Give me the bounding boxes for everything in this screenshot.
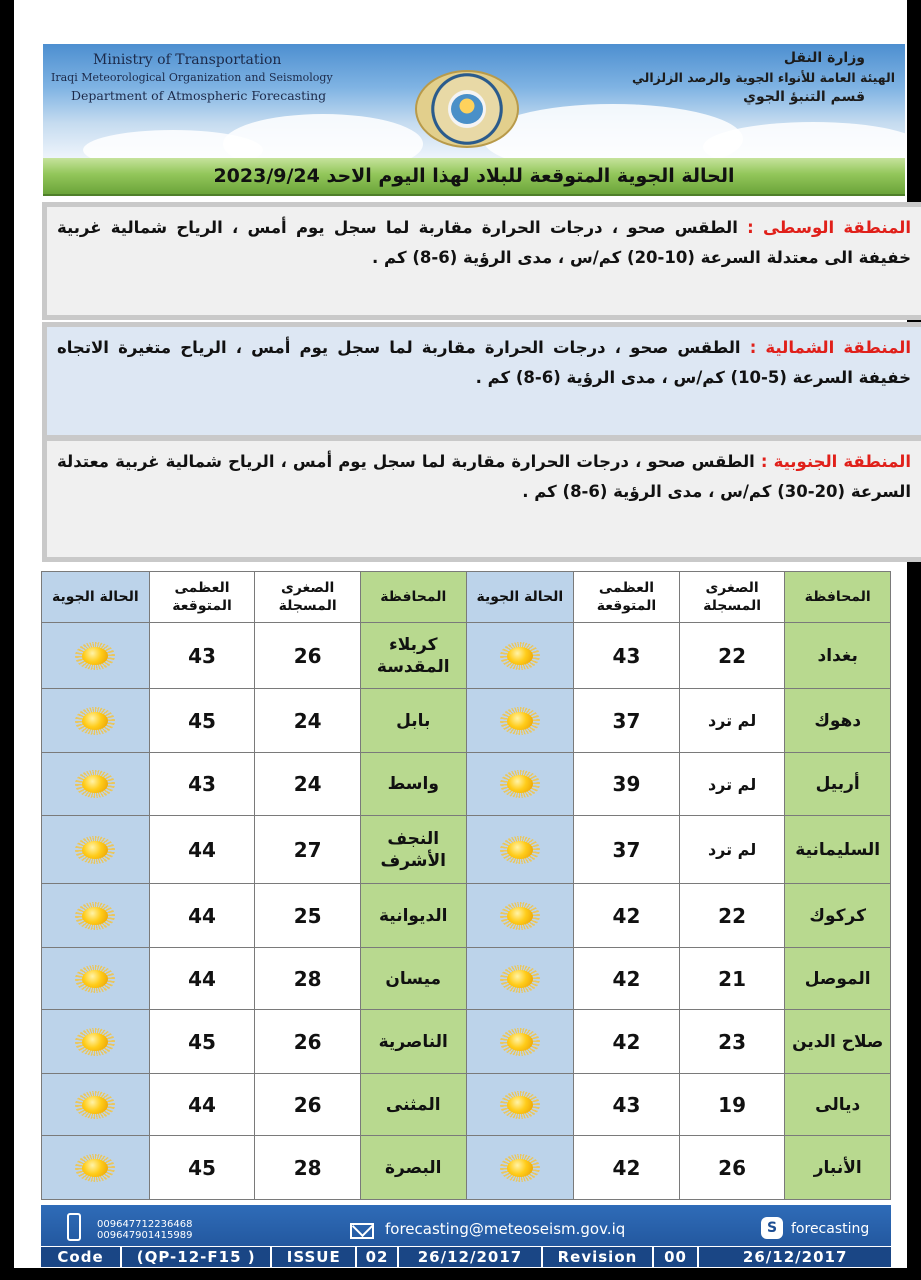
table-row (42, 884, 891, 948)
weather-state-cell (466, 753, 574, 816)
governorate-cell: كركوك (785, 884, 891, 948)
code-cell: (QP-12-F15 ) (122, 1247, 272, 1267)
governorate-cell: كربلاء المقدسة (360, 623, 466, 689)
sun-icon (75, 1091, 115, 1119)
region-text: الطقس صحو ، درجات الحرارة مقاربة لما سجل يوم أمس ، الرياح شمالية غربية معتدلة السرعة (20-30) كم/س ، مدى الرؤية (6-8) كم . (57, 452, 911, 501)
header-max: العظمى المتوقعة (149, 572, 255, 623)
sun-icon (75, 642, 115, 670)
max-temp-cell: 39 (574, 753, 680, 816)
header-min: الصغرى المسجلة (255, 572, 361, 623)
min-temp-cell: 28 (255, 1136, 361, 1200)
header-max: العظمى المتوقعة (574, 572, 680, 623)
sun-icon (75, 770, 115, 798)
ar-org: الهيئة العامة للأنواء الجوية والرصد الزلزالي (632, 70, 895, 85)
en-ministry: Ministry of Transportation (93, 52, 282, 68)
en-dept: Department of Atmospheric Forecasting (71, 88, 327, 103)
min-temp-cell: 25 (255, 884, 361, 948)
table-row (42, 689, 891, 753)
table-row (42, 1010, 891, 1074)
weather-state-cell (466, 1136, 574, 1200)
phone-1: 009647712236468 (97, 1219, 193, 1230)
max-temp-cell: 42 (574, 1010, 680, 1074)
min-temp-cell: 21 (679, 948, 785, 1010)
code-cell: 26/12/2017 (399, 1247, 543, 1267)
max-temp-cell: 44 (149, 884, 255, 948)
governorate-cell: أربيل (785, 753, 891, 816)
governorate-cell: دهوك (785, 689, 891, 753)
document-code-strip (41, 1246, 891, 1267)
code-cell: ISSUE (272, 1247, 357, 1267)
sun-icon (500, 836, 540, 864)
ar-ministry: وزارة النقل (783, 50, 865, 66)
governorate-cell: الناصرية (360, 1010, 466, 1074)
phone-icon (67, 1213, 81, 1241)
phone-2: 009647901415989 (97, 1230, 193, 1241)
weather-state-cell (42, 689, 150, 753)
weather-state-cell (466, 1010, 574, 1074)
min-temp-cell: لم ترد (679, 753, 785, 816)
region-name: المنطقة الجنوبية (773, 452, 911, 471)
header-state: الحالة الجوية (466, 572, 574, 623)
min-temp-cell: 27 (255, 816, 361, 884)
sun-icon (75, 707, 115, 735)
governorate-cell: بغداد (785, 623, 891, 689)
region-north: المنطقة الشمالية : الطقس صحو ، درجات الحرارة مقاربة لما سجل يوم أمس ، الرياح متغيرة الاتجاه خفيفة السرعة (5-10) كم/س ، مدى الرؤية (6-8) كم . (42, 322, 921, 440)
table-row (42, 948, 891, 1010)
weather-state-cell (466, 884, 574, 948)
table-header-row (42, 572, 891, 623)
min-temp-cell: 22 (679, 623, 785, 689)
weather-state-cell (42, 1010, 150, 1074)
min-temp-cell: 26 (255, 623, 361, 689)
max-temp-cell: 45 (149, 689, 255, 753)
email-link[interactable]: forecasting@meteoseism.gov.iq (385, 1220, 626, 1238)
region-text: الطقس صحو ، درجات الحرارة مقاربة لما سجل يوم أمس ، الرياح متغيرة الاتجاه خفيفة السرعة (5-10) كم/س ، مدى الرؤية (6-8) كم . (57, 338, 911, 387)
table-row (42, 753, 891, 816)
bulletin-page (14, 0, 911, 1268)
governorate-cell: واسط (360, 753, 466, 816)
ar-dept: قسم التنبؤ الجوي (743, 89, 865, 105)
max-temp-cell: 42 (574, 884, 680, 948)
max-temp-cell: 43 (149, 753, 255, 816)
footer (41, 1205, 891, 1267)
weather-state-cell (42, 948, 150, 1010)
governorate-cell: ديالى (785, 1074, 891, 1136)
sun-icon (500, 707, 540, 735)
min-temp-cell: لم ترد (679, 816, 785, 884)
code-cell: 26/12/2017 (742, 1248, 848, 1266)
min-temp-cell: 26 (679, 1136, 785, 1200)
min-temp-cell: 23 (679, 1010, 785, 1074)
max-temp-cell: 43 (149, 623, 255, 689)
skype-label[interactable]: forecasting (791, 1221, 870, 1237)
weather-state-cell (42, 1136, 150, 1200)
governorate-cell: المثنى (360, 1074, 466, 1136)
max-temp-cell: 45 (149, 1010, 255, 1074)
mail-icon (350, 1223, 374, 1239)
sun-icon (75, 965, 115, 993)
region-south: المنطقة الجنوبية : الطقس صحو ، درجات الحرارة مقاربة لما سجل يوم أمس ، الرياح شمالية غربية معتدلة السرعة (20-30) كم/س ، مدى الرؤية (6-8) كم . (42, 436, 921, 562)
governorate-cell: السليمانية (785, 816, 891, 884)
region-name: المنطقة الوسطى (762, 218, 911, 237)
table-row (42, 816, 891, 884)
weather-state-cell (42, 753, 150, 816)
region-central: المنطقة الوسطى : الطقس صحو ، درجات الحرارة مقاربة لما سجل يوم أمس ، الرياح شمالية غربية خفيفة الى معتدلة السرعة (10-20) كم/س ، مدى الرؤية (6-8) كم . (42, 202, 921, 320)
phone-numbers (97, 1219, 192, 1241)
header-arabic (632, 50, 895, 105)
governorate-cell: الموصل (785, 948, 891, 1010)
governorate-cell: الأنبار (785, 1136, 891, 1200)
weather-state-cell (466, 948, 574, 1010)
max-temp-cell: 43 (574, 623, 680, 689)
table-row (42, 1136, 891, 1200)
sun-icon (500, 965, 540, 993)
code-cell: Code (41, 1247, 122, 1267)
min-temp-cell: 26 (255, 1010, 361, 1074)
weather-state-cell (466, 623, 574, 689)
sun-icon (75, 1154, 115, 1182)
max-temp-cell: 44 (149, 1074, 255, 1136)
page-title: الحالة الجوية المتوقعة للبلاد لهذا اليوم الاحد 2023/9/24 (43, 158, 905, 196)
sun-icon (500, 1154, 540, 1182)
weather-state-cell (42, 623, 150, 689)
header-gov: المحافظة (785, 572, 891, 623)
sun-icon (500, 902, 540, 930)
weather-state-cell (42, 1074, 150, 1136)
governorate-cell: بابل (360, 689, 466, 753)
max-temp-cell: 44 (149, 948, 255, 1010)
region-text: الطقس صحو ، درجات الحرارة مقاربة لما سجل يوم أمس ، الرياح شمالية غربية خفيفة الى معتدلة السرعة (10-20) كم/س ، مدى الرؤية (6-8) كم . (57, 218, 911, 267)
sun-icon (75, 1028, 115, 1056)
skype-icon: S (761, 1217, 783, 1239)
sun-icon (500, 770, 540, 798)
header-state: الحالة الجوية (42, 572, 150, 623)
weather-state-cell (42, 816, 150, 884)
weather-state-cell (466, 1074, 574, 1136)
header-min: الصغرى المسجلة (679, 572, 785, 623)
sun-icon (500, 1028, 540, 1056)
governorate-cell: ميسان (360, 948, 466, 1010)
sun-icon (75, 902, 115, 930)
governorate-cell: البصرة (360, 1136, 466, 1200)
code-cell: 02 (357, 1247, 399, 1267)
max-temp-cell: 37 (574, 689, 680, 753)
min-temp-cell: 24 (255, 753, 361, 816)
max-temp-cell: 42 (574, 1136, 680, 1200)
region-name: المنطقة الشمالية (765, 338, 911, 357)
en-org: Iraqi Meteorological Organization and Seismology (51, 71, 333, 84)
min-temp-cell: 19 (679, 1074, 785, 1136)
min-temp-cell: 22 (679, 884, 785, 948)
table-row (42, 1074, 891, 1136)
min-temp-cell: 24 (255, 689, 361, 753)
governorate-cell: صلاح الدين (785, 1010, 891, 1074)
header-gov: المحافظة (360, 572, 466, 623)
header-banner (43, 44, 905, 158)
organization-logo (415, 70, 519, 148)
max-temp-cell: 43 (574, 1074, 680, 1136)
forecast-table (41, 571, 891, 1200)
min-temp-cell: لم ترد (679, 689, 785, 753)
weather-state-cell (466, 689, 574, 753)
weather-state-cell (42, 884, 150, 948)
governorate-cell: الديوانية (360, 884, 466, 948)
table-row (42, 623, 891, 689)
sun-icon (75, 836, 115, 864)
weather-state-cell (466, 816, 574, 884)
min-temp-cell: 26 (255, 1074, 361, 1136)
governorate-cell: النجف الأشرف (360, 816, 466, 884)
code-cell: Revision (543, 1247, 654, 1267)
min-temp-cell: 28 (255, 948, 361, 1010)
sun-icon (500, 642, 540, 670)
max-temp-cell: 42 (574, 948, 680, 1010)
code-cell: 00 (654, 1247, 699, 1267)
sun-icon (500, 1091, 540, 1119)
max-temp-cell: 45 (149, 1136, 255, 1200)
header-english (51, 52, 333, 103)
max-temp-cell: 37 (574, 816, 680, 884)
max-temp-cell: 44 (149, 816, 255, 884)
